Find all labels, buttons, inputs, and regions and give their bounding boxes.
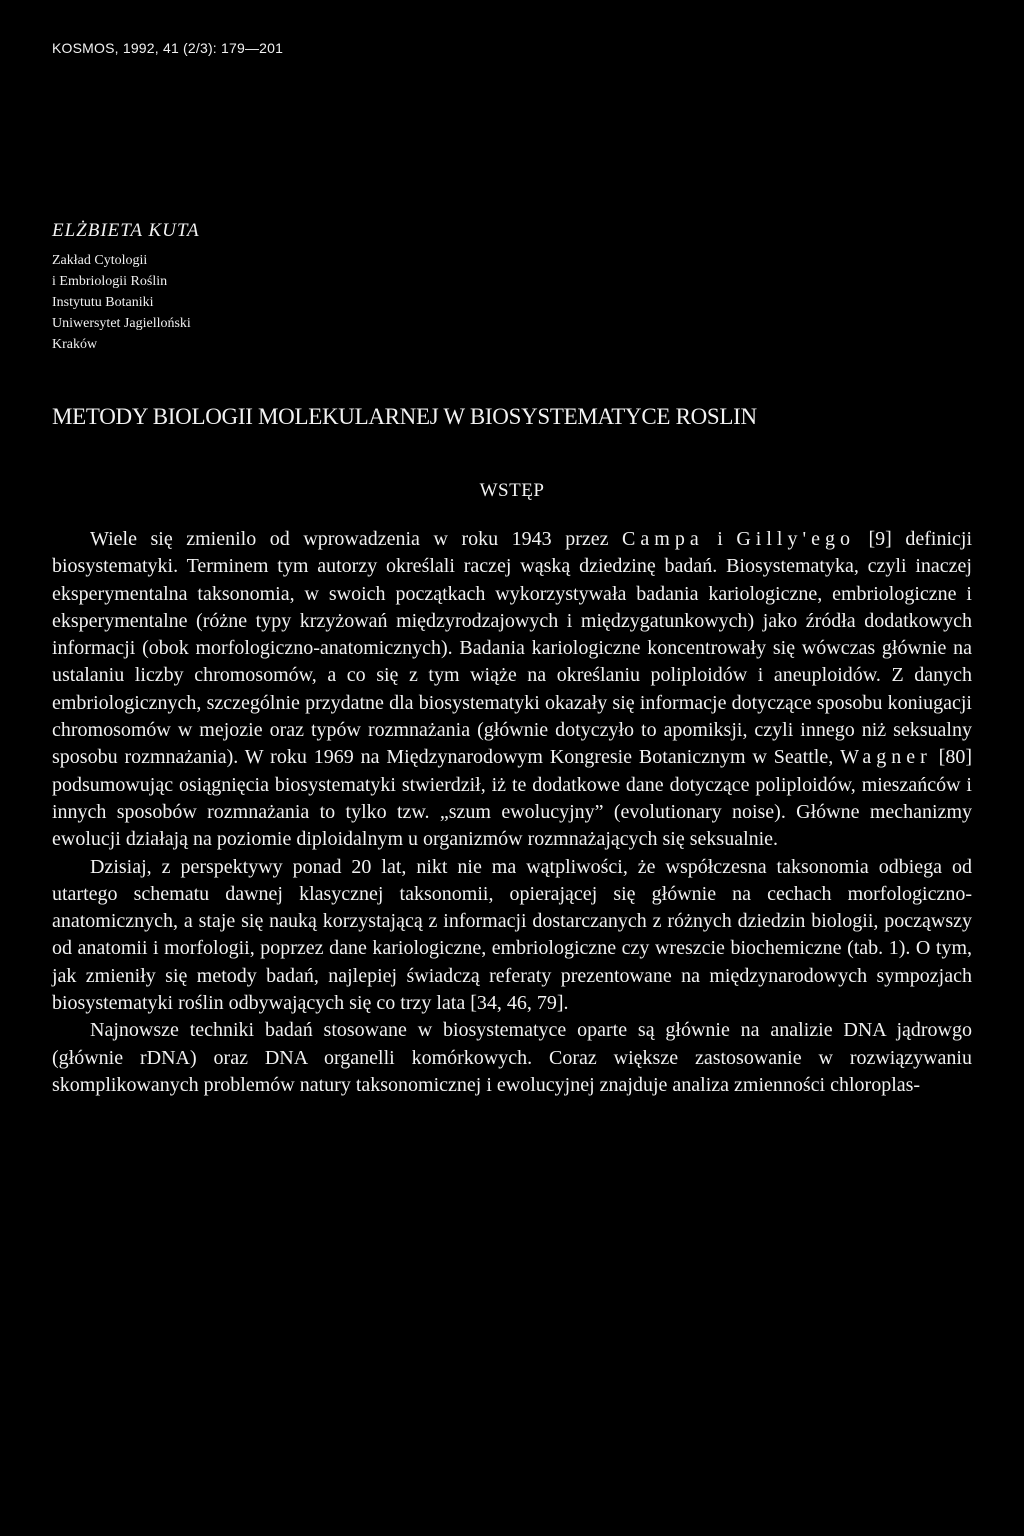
body-text [52, 526, 972, 1099]
affiliation-line: Uniwersytet Jagielloński [52, 316, 191, 331]
affiliation-line: i Embriologii Roślin [52, 274, 168, 289]
text-run: Wiele się zmienilo od wprowadzenia w roku 1943 przez [90, 528, 623, 550]
author-citation-wagner: Wagner [840, 746, 932, 769]
affiliation-line: Zakład Cytologii [52, 253, 148, 268]
author-name: ELŻBIETA KUTA [52, 220, 200, 241]
section-heading: WSTĘP [479, 480, 545, 501]
text-run: i [703, 528, 737, 550]
author-citation-campa: Campa [622, 528, 704, 550]
paragraph [52, 526, 972, 854]
paragraph: Najnowsze techniki badań stosowane w biosystematyce oparte są głównie na analizie DNA jądrowgo (głównie rDNA) oraz DNA organelli komórkowych. Coraz większe zastosowanie w rozwiązywaniu skomplikowanych problemów natury taksonomicznej i ewolucyjnej znajduje analiza zmienności chloroplas- [52, 1019, 972, 1096]
paper-title: METODY BIOLOGII MOLEKULARNEJ W BIOSYSTEMATYCE ROSLIN [52, 404, 757, 429]
affiliation-line: Kraków [52, 337, 98, 352]
author-citation-gilly: Gilly'ego [736, 528, 855, 550]
affiliation-line: Instytutu Botaniki [52, 295, 154, 310]
text-run: [9] definicji biosystematyki. Terminem tym autorzy określali raczej wąską dziedzinę badań. Biosystematyka, czyli inaczej eksperymentalna taksonomia, w swoich początkach wykorzystywała badania kariologiczne, embriologiczne i eksperymentalne (różne typy krzyżowań międzyrodzajowych i międzygatunkowych) jako źródła dodatkowych informacji (obok morfologiczno-anatomicznych). Badania kariologiczne koncentrowały się wówczas głównie na ustalaniu liczby chromosomów, a co się z tym wiąże na określaniu poliploidów i aneuploidów. Z danych embriologicznych, szczególnie przydatne dla biosystematyki okazały się informacje dotyczące sposobu koniugacji chromosomów w mejozie oraz typów rozmnażania (głównie dotyczyło to apomiksji, czyli innego niż seksualny sposobu rozmnażania). W roku 1969 na Międzynarodowym Kongresie Botanicznym w Seattle, [52, 528, 973, 769]
text-run: [80] podsumowując osiągnięcia biosystematyki stwierdził, iż te dodatkowe dane dotyczące poliploidów, mieszańców i innych sposobów rozmnażania to tylko tzw. „szum ewolucyjny” (evolutionary noise). Główne mechanizmy ewolucji działają na poziomie diploidalnym u organizmów rozmnażających się seksualnie. [52, 746, 972, 851]
paragraph: Dzisiaj, z perspektywy ponad 20 lat, nikt nie ma wątpliwości, że współczesna taksonomia odbiega od utartego schematu dawnej klasycznej taksonomii, opierającej się głównie na cechach morfologiczno-anatomicznych, a staje się nauką korzystającą z informacji dostarczanych z różnych dziedzin biologii, począwszy od anatomii i morfologii, poprzez dane kariologiczne, embriologiczne czy wreszcie biochemiczne (tab. 1). O tym, jak zmieniły się metody badań, najlepiej świadczą referaty prezentowane na międzynarodowych sympozjach biosystematyki roślin odbywających się co trzy lata [34, 46, 79]. [52, 855, 972, 1015]
journal-reference: KOSMOS, 1992, 41 (2/3): 179—201 [52, 40, 284, 56]
author-block [52, 220, 452, 355]
